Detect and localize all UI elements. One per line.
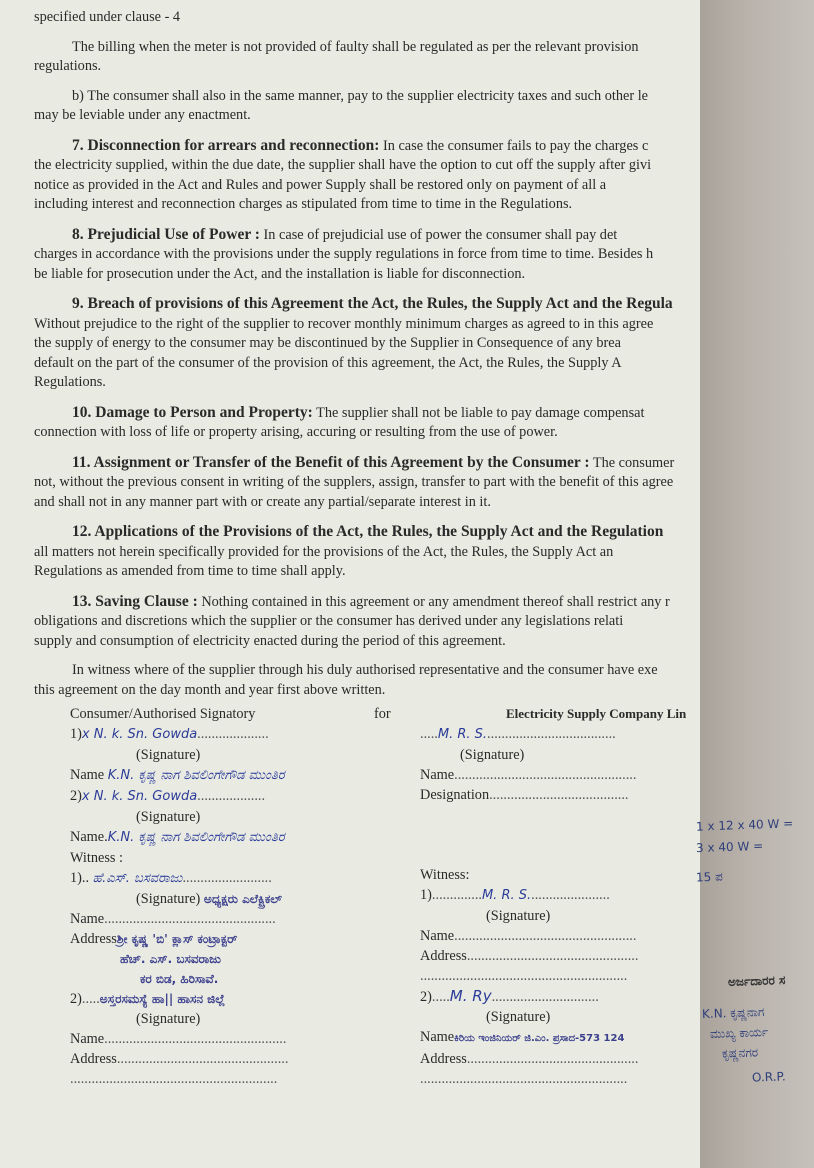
- consumer-name-1: K.N. ಕೃಷ್ಣ ನಾಗ ಶಿವಲಿಂಗೇಗೌಡ ಮುಂತಿರ: [107, 768, 285, 783]
- section-11-heading: 11. Assignment or Transfer of the Benefit of this Agreement by the Consumer :: [72, 453, 590, 471]
- witness-label-right: Witness:: [420, 867, 470, 883]
- agreement-body: [34, 8, 694, 710]
- section-9-heading: 9. Breach of provisions of this Agreement the Act, the Rules, the Supply Act and the Regula: [72, 295, 673, 312]
- witness-stamp-1c: ಹೆಚ್. ಎಸ್. ಬಸವರಾಜು: [120, 952, 221, 966]
- consumer-signature-2: x N. k. Sn. Gowda: [81, 789, 198, 804]
- section-7-heading: 7. Disconnection for arrears and reconnection:: [72, 136, 380, 154]
- supplier-signature-block: Electricity Supply Company Lin .....M. R. S..................................... (Signature) Name................................................... Designation....................................... Witness: 1)..............M. R. S....................... (Signature) Name................................................... Address................................................ .......................................................... 2).....M. Ry.............................. (Signature) Nameಕಿರಿಯ ಇಂಜಿನಿಯರ್ ಜಿ.ಎಂ. ಪ್ರಸಾದ-573 124 Address................................................ ..........................................................: [420, 706, 687, 1087]
- supplier-witness-signature-1: M. R. S.: [481, 888, 532, 903]
- edge-note-7: ಕೃಷ್ಣನಗರ: [721, 1045, 759, 1061]
- consumer-signature-1: x N. k. Sn. Gowda: [81, 727, 198, 742]
- witness-stamp-1a: ಅಧ್ಯಕ್ಷರು ಎಲೆಕ್ಟ್ರಿಕಲ್: [203, 892, 282, 906]
- supplier-header: Electricity Supply Company Lin: [506, 706, 687, 721]
- section-13-heading: 13. Saving Clause :: [72, 592, 198, 610]
- witness-stamp-1d: ಕರ ಬಿಡ, ಹಿರಿಸಾವೆ.: [140, 972, 219, 986]
- section-10-heading: 10. Damage to Person and Property:: [72, 403, 313, 421]
- edge-note-1: 1 x 12 x 40 W =: [695, 816, 794, 834]
- section-8-heading: 8. Prejudicial Use of Power :: [72, 225, 260, 243]
- signature-caption: (Signature): [136, 747, 201, 763]
- edge-note-3: 15 ಪ: [695, 869, 723, 885]
- edge-note-8: O.R.P.: [751, 1069, 786, 1085]
- edge-note-5: K.N. ಕೃಷ್ಣನಾಗ: [701, 1004, 765, 1022]
- witness-label-left: Witness :: [70, 850, 124, 866]
- section-8: 8. Prejudicial Use of Power : In case of prejudicial use of power the consumer shall pay det charges in accordance with the provisions under the supply regulations in force from time to time. Besides h be liable for prosecution under the Act, and the installation is liable for disconnection.: [34, 225, 654, 282]
- section-11: 11. Assignment or Transfer of the Benefit of this Agreement by the Consumer : The consumer not, without the previous consent in writing of the supplers, assign, transfer to part with the benefit of this agree and shall not in any manner part with or create any partial/separate interest in it.: [34, 453, 675, 510]
- section-12-heading: 12. Applications of the Provisions of the Act, the Rules, the Supply Act and the Regulation: [72, 523, 664, 540]
- witness-stamp-2: ಅಸ್ತರಸಮಸ್ಯೆ ಹಾ|| ಹಾಸನ ಜಿಲ್ಲೆ: [99, 992, 225, 1006]
- section-13: 13. Saving Clause : Nothing contained in this agreement or any amendment thereof shall restrict any r obligations and discretions which the supplier or the consumer has derived under any legislations relati supply and consumption of electricity enacted during the period of this agreement.: [34, 592, 670, 649]
- paragraph-billing: The billing when the meter is not provided of faulty shall be regulated as per the relevant provision regulations.: [34, 38, 639, 74]
- section-12: 12. Applications of the Provisions of the Act, the Rules, the Supply Act and the Regulation all matters not herein specifically provided for the provisions of the Act, the Rules, the Supply Act an Regulations as amended from time to time shall apply.: [34, 523, 664, 579]
- consumer-name-2: K.N. ಕೃಷ್ಣ ನಾಗ ಶಿವಲಿಂಗೇಗೌಡ ಮುಂತಿರ: [107, 830, 285, 845]
- edge-note-4: ಅರ್ಜದಾರರ ಸ: [727, 973, 786, 989]
- consumer-signature-block: Consumer/Authorised Signatory 1)x N. k. Sn. Gowda.................... (Signature) Name K.N. ಕೃಷ್ಣ ನಾಗ ಶಿವಲಿಂಗೇಗೌಡ ಮುಂತಿರ 2)x N. k. Sn. Gowda................... (Signature) Name.K.N. ಕೃಷ್ಣ ನಾಗ ಶಿವಲಿಂಗೇಗೌಡ ಮುಂತಿರ Witness : 1).. ಹೆ.ಎಸ್. ಬಸವರಾಜು......................... (Signature) ಅಧ್ಯಕ್ಷರು ಎಲೆಕ್ಟ್ರಿಕಲ್ Name................................................ Addressಶ್ರೀ ಕೃಷ್ಣ 'ಬಿ' ಕ್ಲಾಸ್ ಕಂಟ್ರಾಕ್ಟರ್ ಹೆಚ್. ಎಸ್. ಬಸವರಾಜು ಕರ ಬಿಡ, ಹಿರಿಸಾವೆ. 2).....ಅಸ್ತರಸಮಸ್ಯೆ ಹಾ|| ಹಾಸನ ಜಿಲ್ಲೆ (Signature) Name................................................... Address................................................ ..........................................................: [70, 706, 289, 1087]
- signature-caption: (Signature): [136, 809, 201, 825]
- supplier-stamp: ಕಿರಿಯ ಇಂಜಿನಿಯರ್ ಜಿ.ಎಂ. ಪ್ರಸಾದ-573 124: [454, 1033, 625, 1044]
- section-7: 7. Disconnection for arrears and reconnection: In case the consumer fails to pay the charges c the electricity supplied, within the due date, the supplier shall have the option to cut off the supply after givi notice as provided in the Act and Rules and power Supply shall be restored only on payment of all a including interest and reconnection charges as stipulated from time to time in the Regulations.: [34, 136, 652, 212]
- section-9: 9. Breach of provisions of this Agreement the Act, the Rules, the Supply Act and the Regula Without prejudice to the right of the supplier to recover monthly minimum charges as agreed to in this agree the supply of energy to the consumer may be discontinued by the Supplier in Consequence of any brea default on the part of the consumer of the provision of this agreement, the Act, the Rules, the Supply A Regulations.: [34, 295, 673, 390]
- for-label: for: [374, 706, 391, 722]
- witness-stamp-1b: ಶ್ರೀ ಕೃಷ್ಣ 'ಬಿ' ಕ್ಲಾಸ್ ಕಂಟ್ರಾಕ್ಟರ್: [116, 932, 238, 946]
- paragraph-taxes: b) The consumer shall also in the same manner, pay to the supplier electricity taxes and such other le may be leviable under any enactment.: [34, 87, 649, 123]
- supplier-witness-signature-2: M. Ry: [449, 987, 492, 1005]
- consumer-header: Consumer/Authorised Signatory: [70, 706, 256, 722]
- witness-signature-1: ಹೆ.ಎಸ್. ಬಸವರಾಜು: [92, 871, 183, 886]
- top-line: specified under clause - 4: [34, 9, 181, 25]
- witness-clause: In witness where of the supplier through his duly authorised representative and the consumer have exe this agreement on the day month and year first above written.: [34, 662, 658, 698]
- adjacent-page-edge: [695, 0, 814, 1168]
- supplier-signature: M. R. S.: [437, 727, 488, 742]
- section-10: 10. Damage to Person and Property: The supplier shall not be liable to pay damage compensat connection with loss of life or property arising, accuring or resulting from the use of power.: [34, 403, 645, 440]
- edge-note-2: 3 x 40 W =: [695, 838, 764, 856]
- edge-note-6: ಮುಖ್ಯ ಕಾರ್ಯ: [709, 1024, 769, 1042]
